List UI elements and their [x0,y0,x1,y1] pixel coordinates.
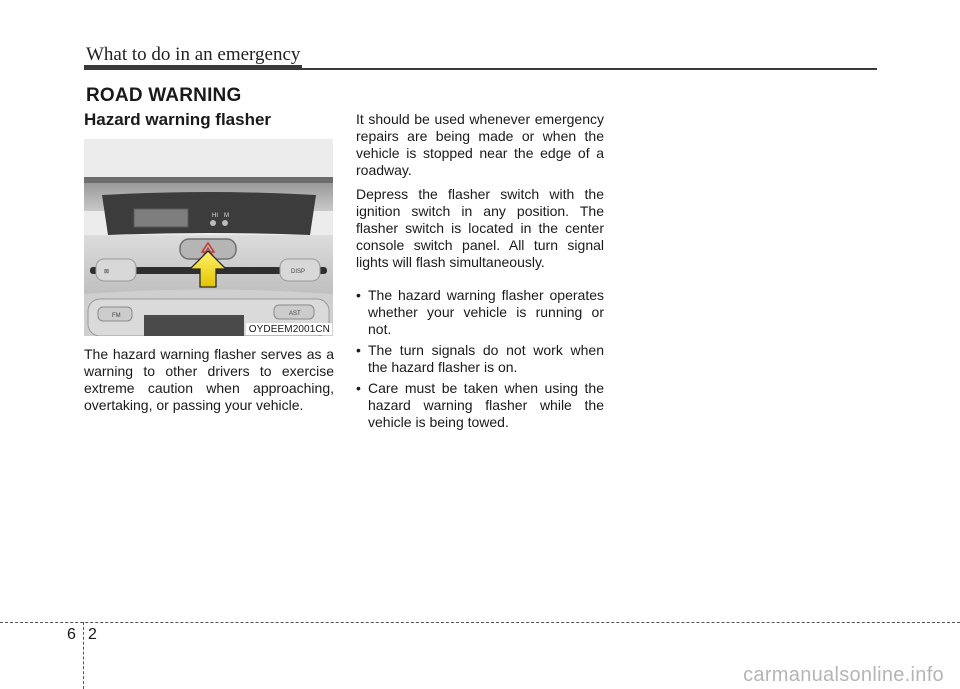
header-rule-thick [84,65,302,70]
list-item [356,342,604,376]
footer-vertical-divider [83,622,84,689]
left-button-label: ⊠ [104,269,110,275]
dashboard-illustration [84,139,333,336]
header-rule-thin [302,68,877,70]
bullet-icon: • [356,342,361,358]
list-item [356,287,604,338]
bullet-icon: • [356,380,361,396]
list-item [356,380,604,431]
left-paragraph: The hazard warning flasher serves as a warning to other drivers to exercise extreme caution when approaching, overtaking, or passing your vehicle. [84,346,334,413]
bullet-icon: • [356,287,361,303]
right-column [356,111,604,435]
list-item-text: The hazard warning flasher operates whether your vehicle is running or not. [368,287,604,337]
bullet-list [356,287,604,431]
section-heading: ROAD WARNING [86,85,242,106]
section-header: What to do in an emergency [86,44,301,65]
figure-caption: OYDEEM2001CN [246,323,332,335]
footer-divider [0,622,960,623]
list-item-text: Care must be taken when using the hazard warning flasher while the vehicle is being towed. [368,380,604,430]
list-item-text: The turn signals do not work when the hazard flasher is on. [368,342,604,375]
right-paragraph-1: It should be used whenever emergency repairs are being made or when the vehicle is stopped near the edge of a roadway. [356,111,604,178]
hazard-switch-figure [84,139,333,336]
page-number: 2 [88,626,97,643]
header-rule [84,65,877,70]
subheading: Hazard warning flasher [84,110,272,129]
m-button-label: M [224,213,229,219]
watermark: carmanualsonline.info [743,664,944,686]
fm-button-label: FM [112,313,121,319]
ast-button-label: AST [289,311,301,317]
chapter-number: 6 [67,626,76,643]
right-paragraph-2: Depress the flasher switch with the ignition switch in any position. The flasher switch is located in the center console switch panel. All turn signal lights will flash simultaneously. [356,186,604,270]
hi-button-label: HI [212,213,218,219]
disp-button-label: DISP [291,269,306,275]
